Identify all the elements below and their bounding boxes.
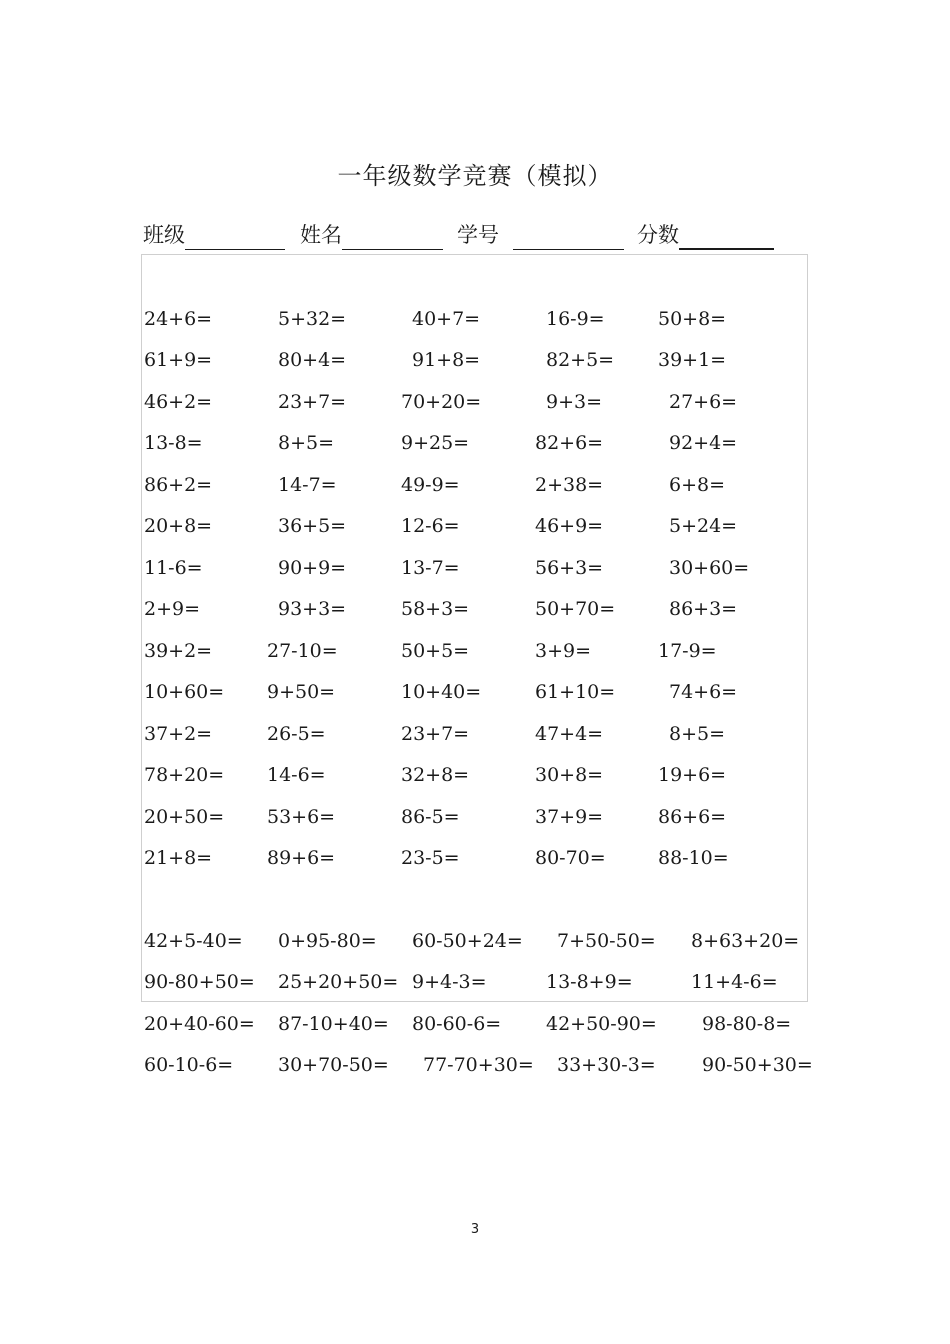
student-number-label: 学号 <box>457 223 499 247</box>
problem-item: 49-9= <box>401 474 460 496</box>
score-blank[interactable] <box>679 222 774 250</box>
mixed-problem-item: 13-8+9= <box>546 971 633 993</box>
mixed-problem-item: 0+95-80= <box>278 930 377 952</box>
mixed-problem-item: 30+70-50= <box>278 1054 389 1076</box>
problem-item: 50+5= <box>401 640 470 662</box>
problem-item: 80+4= <box>278 349 347 371</box>
problem-item: 93+3= <box>278 598 347 620</box>
problem-item: 13-8= <box>144 432 203 454</box>
problem-item: 58+3= <box>401 598 470 620</box>
problem-item: 91+8= <box>412 349 481 371</box>
problem-item: 32+8= <box>401 764 470 786</box>
problem-item: 23+7= <box>401 723 470 745</box>
problem-item: 5+32= <box>278 308 347 330</box>
problem-item: 39+1= <box>658 349 727 371</box>
problem-item: 50+8= <box>658 308 727 330</box>
problem-item: 82+6= <box>535 432 604 454</box>
problem-item: 56+3= <box>535 557 604 579</box>
name-field <box>300 220 443 250</box>
problem-item: 3+9= <box>535 640 592 662</box>
problem-item: 37+9= <box>535 806 604 828</box>
problem-item: 26-5= <box>267 723 326 745</box>
problem-item: 86-5= <box>401 806 460 828</box>
problem-item: 27-10= <box>267 640 338 662</box>
worksheet-title: 一年级数学竞赛（模拟） <box>337 162 613 190</box>
problem-item: 13-7= <box>401 557 460 579</box>
problem-item: 6+8= <box>669 474 726 496</box>
mixed-problem-item: 42+50-90= <box>546 1013 657 1035</box>
problem-item: 61+9= <box>144 349 213 371</box>
problem-item: 5+24= <box>669 515 738 537</box>
student-number-blank[interactable] <box>513 223 624 250</box>
problem-item: 46+2= <box>144 391 213 413</box>
problem-item: 47+4= <box>535 723 604 745</box>
mixed-problem-item: 80-60-6= <box>412 1013 502 1035</box>
problem-item: 20+50= <box>144 806 225 828</box>
problem-item: 2+38= <box>535 474 604 496</box>
mixed-problem-item: 25+20+50= <box>278 971 399 993</box>
class-label: 班级 <box>143 223 185 247</box>
problem-item: 8+5= <box>278 432 335 454</box>
problem-item: 30+60= <box>669 557 750 579</box>
score-label: 分数 <box>637 223 679 247</box>
problem-item: 50+70= <box>535 598 616 620</box>
problem-item: 14-7= <box>278 474 337 496</box>
problem-item: 53+6= <box>267 806 336 828</box>
problem-item: 30+8= <box>535 764 604 786</box>
problem-item: 14-6= <box>267 764 326 786</box>
mixed-problem-item: 33+30-3= <box>557 1054 656 1076</box>
problem-item: 90+9= <box>278 557 347 579</box>
problem-item: 61+10= <box>535 681 616 703</box>
problem-item: 27+6= <box>669 391 738 413</box>
problem-item: 74+6= <box>669 681 738 703</box>
mixed-problem-item: 90-50+30= <box>702 1054 813 1076</box>
mixed-problem-item: 77-70+30= <box>423 1054 534 1076</box>
problem-item: 92+4= <box>669 432 738 454</box>
problem-item: 23-5= <box>401 847 460 869</box>
problem-item: 16-9= <box>546 308 605 330</box>
class-blank[interactable] <box>185 223 285 250</box>
mixed-problem-item: 20+40-60= <box>144 1013 255 1035</box>
page-number: 3 <box>470 1222 480 1237</box>
mixed-problem-item: 60-50+24= <box>412 930 523 952</box>
mixed-problem-item: 87-10+40= <box>278 1013 389 1035</box>
problem-item: 2+9= <box>144 598 201 620</box>
problem-item: 86+6= <box>658 806 727 828</box>
problem-item: 9+50= <box>267 681 336 703</box>
student-number-field <box>457 220 624 250</box>
mixed-problem-item: 9+4-3= <box>412 971 487 993</box>
mixed-problem-item: 60-10-6= <box>144 1054 234 1076</box>
mixed-problem-item: 7+50-50= <box>557 930 656 952</box>
problem-item: 78+20= <box>144 764 225 786</box>
mixed-problem-item: 8+63+20= <box>691 930 800 952</box>
problem-item: 70+20= <box>401 391 482 413</box>
problem-item: 86+3= <box>669 598 738 620</box>
problem-item: 86+2= <box>144 474 213 496</box>
problem-item: 24+6= <box>144 308 213 330</box>
problem-item: 10+60= <box>144 681 225 703</box>
problem-item: 19+6= <box>658 764 727 786</box>
problem-item: 17-9= <box>658 640 717 662</box>
problem-item: 10+40= <box>401 681 482 703</box>
problem-item: 20+8= <box>144 515 213 537</box>
problem-item: 88-10= <box>658 847 729 869</box>
problem-item: 11-6= <box>144 557 203 579</box>
problem-item: 23+7= <box>278 391 347 413</box>
problem-item: 46+9= <box>535 515 604 537</box>
problem-item: 39+2= <box>144 640 213 662</box>
problem-item: 89+6= <box>267 847 336 869</box>
mixed-problem-item: 98-80-8= <box>702 1013 792 1035</box>
name-label: 姓名 <box>300 223 342 247</box>
problem-item: 9+25= <box>401 432 470 454</box>
problem-item: 36+5= <box>278 515 347 537</box>
problem-item: 82+5= <box>546 349 615 371</box>
problem-item: 12-6= <box>401 515 460 537</box>
problem-item: 40+7= <box>412 308 481 330</box>
problem-item: 37+2= <box>144 723 213 745</box>
class-field <box>143 220 285 250</box>
mixed-problem-item: 11+4-6= <box>691 971 778 993</box>
problem-item: 8+5= <box>669 723 726 745</box>
problem-item: 9+3= <box>546 391 603 413</box>
mixed-problem-item: 90-80+50= <box>144 971 255 993</box>
name-blank[interactable] <box>342 223 443 250</box>
mixed-problem-item: 42+5-40= <box>144 930 243 952</box>
score-field <box>637 220 774 250</box>
problem-item: 80-70= <box>535 847 606 869</box>
problem-item: 21+8= <box>144 847 213 869</box>
